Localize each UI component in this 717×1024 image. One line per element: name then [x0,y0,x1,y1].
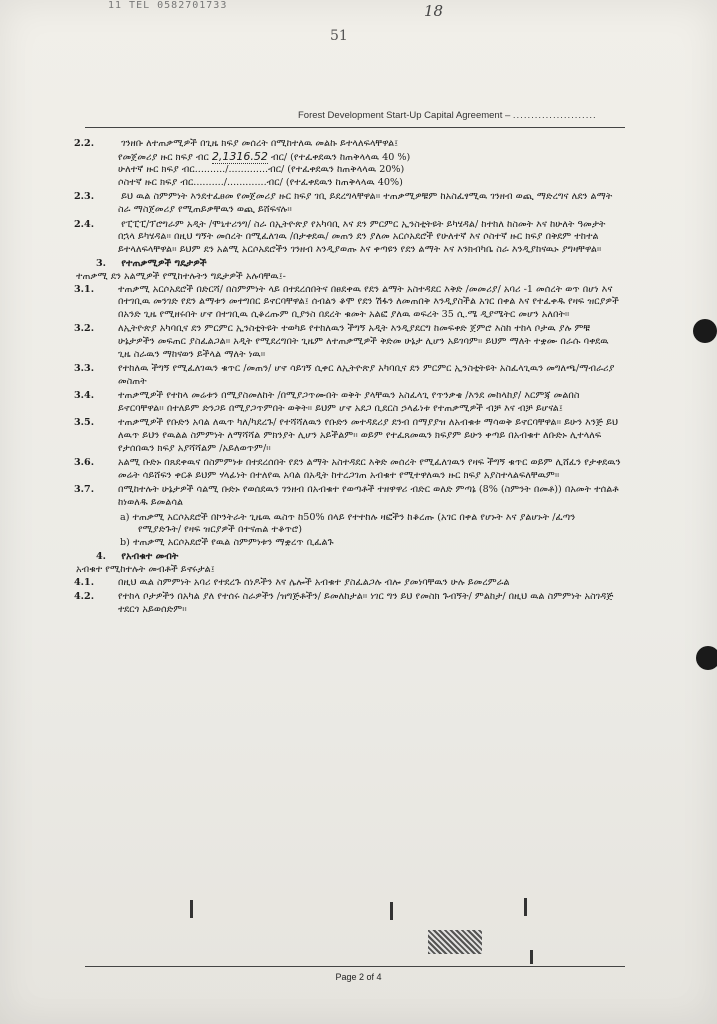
fax-header: 11 TEL 0582701733 [108,0,228,11]
clause-4-2 [74,591,621,616]
payment-line-1-rest: ብር/ (የተፈቀደዉን ከጠቅላላዉ 40 %) [270,151,411,163]
pen-mark [190,900,193,918]
punch-hole [696,646,717,670]
section-3-heading [96,258,621,271]
footer-divider [85,966,625,967]
section-3-intro: ተጠቃሚ ደን አልሚዎች የሚከተሉትን ግዴታዎች አሉባቸዉ፤- [76,270,286,282]
section-title: የተጠቃሚዎች ግዴታዎች [121,258,207,270]
clause-text: የተከለዉ ችግኝ የሚፈለገዉን ቁጥር /መጠን/ ሆኖ ሳይገኝ ሲቀር ለኢትዮጵያ አካባቢና ደን ምርምር ኢንስቲትዩት አስፈላጊዉን መግለጫ/ማብራሪያ መስጠት [118,363,615,387]
option-text: ተጠቃሚ አርሶአደሮች በኮንትራት ጊዜዉ ዉስጥ ከ50% በላይ የተተከሉ ዛፎችን ከቆረጡ (አገር በቀል የሆኑት እና ያልሆኑት /ፈጣን የሚያድጉት/ የዛፍ ዝርያዎች በተናጠል ተቆጥሮ) [132,511,576,536]
page-number-footer: Page 2 of 4 [335,972,382,982]
clause-text: በዚህ ዉል ስምምነት አባሪ የተደረጉ ሰነዶችን እና ሌሎች አብቁተ ያስፈልጋሉ ብሎ ያመነባቸዉን ሁሉ ይመረምራል [118,576,510,588]
document-body [76,138,621,618]
section-title: የአብቁተ መብት [121,551,179,563]
clause-3-5 [74,417,621,455]
clause-text: ገንዘቡ ለተጠቃሚዎች በጊዜ ክፍያ መሰረት በሚከተለዉ መልኩ ይተላለፍላቸዋል፤ [121,138,399,149]
clause-3-3 [74,363,621,388]
clause-text: በሚከተሉት ሁኔታዎች ሳልሚ ቡድኑ የወሰደዉን ገንዘብ በአብቁተ የወጣቶች ተዘዋዋሪ ብድር ወለድ ምጣኔ (8% (ስምንት በመቶ)) በአመት ተሰልቶ ከነወለዱ ይመልሳል [118,484,619,509]
clause-3-4 [74,390,621,415]
handwritten-mark: 51 [330,28,348,44]
clause-2-3 [74,191,621,216]
clause-3-7 [74,484,621,509]
option-label: a) [120,511,130,523]
payment-line-3: ሶስተኛ ዙር ክፍያ ብር........../.............ብር/ (የተፈቀደዉን ከጠቅላላዉ 40%) [118,176,403,188]
handwritten-page-number: 18 [424,2,444,20]
payment-line-2: ሁለተኛ ዙር ክፍያ ብር........../.............ብር/ (የተፈቀደዉን ከጠቅላላዉ 20%) [118,164,405,176]
clause-2-2 [74,138,621,189]
option-a [120,512,621,537]
clause-3-2 [74,323,621,361]
clause-number: 2.4. [74,218,95,230]
clause-number: 4.2. [74,591,95,603]
option-text: ተጠቃሚ አርሶአደሮች የዉል ስምምነቱን ማቋረጥ ቢፈልጉ [132,536,334,548]
section-4-heading [96,551,621,564]
clause-number: 2.3. [74,191,95,203]
document-title: Forest Development Start-Up Capital Agreement – [298,110,511,121]
clause-number: 3.4. [74,390,95,402]
option-label: b) [120,536,130,548]
document-title-dots: ....................... [512,110,597,121]
clause-number: 3.2. [74,323,95,335]
clause-3-1 [74,283,621,322]
clause-number: 4.1. [74,576,95,588]
section-number: 4. [96,551,107,563]
clause-number: 3.6. [74,457,95,469]
clause-number: 3.3. [74,363,95,375]
clause-text: ተጠቃሚዎች የተከላ መሬቱን በሚያስመለከት /በሚያጋጥሙበት ወቅት ያላቸዉን አስፈላጊ የጥንቃቄ /እንደ መከላከያ/ እርምጃ መልበስ ይኖርባቸዋል። በተለይም ድንጋይ በሚያጋጥምበት ወቅት። ይህም ሆኖ አደጋ ቢደርስ ኃላፊነቱ የተጠቃሚዎች ብቻ እና ብቻ ይሆናል፤ [118,390,580,414]
stamp-mark [428,930,482,954]
document-header [298,110,597,121]
clause-text: የፒፒፒ/ፕሮግራም አዲት /ሞኒተሪንግ/ ስራ በኢትዮጵያ የአካባቢ እና ደን ምርምር ኢንስቲትዩት ይካሄዳል/ ከተከለ ከስመት እና ከሁለት ዓመታት በኋላ ይካሄዳል። በዚህ ግኝት መሰረት በሚፈለገዉ /በታቀደዉ/ መጠን ደን ያለመ አርሶአደሮች የሁለተኛ እና ሶስተኛ ዙር ክፍያ በቅደም ተከተል ይተላለፍላቸዋል። ይህም ደን አልሚ አርሶአደሮችን ገንዘብ እንዲያወጡ እና ቀጣዩን የደን ልማት እና እንክብካቤ ስራ እንዲያከናዉኑ ያግዛቸዋል። [118,218,606,255]
pen-mark [390,902,393,920]
clause-3-6 [74,457,621,482]
clause-text: አልሚ ቡድኑ በጸደቀዉና በስምምነቱ በተደረሰበት የደን ልማት አስተዳደር እቅድ መሰረት የሚፈለገዉን የዛፍ ችግኝ ቁጥር ወይም ሊሸፈን የታቀደዉን መሬት ሳይሸፍን ቀርቶ ይህም ሃላፊነት በተለየዉ አባል በአዲት ከተረጋገጠ አብቁተ የሚተዋለዉን ዙር ክፍያ አያስተላልፍለቸዉም። [118,457,621,481]
clause-2-4 [74,218,621,257]
punch-hole [693,319,717,343]
clause-text: ይህ ዉል ስምምነት እንደተፈፀመ የመጀመሪያ ዙር ክፍያ ገቢ ይደረግላቸዋል። ተጠቃሚዎቹም ከአስፈፃሚዉ ገንዘብ ወጪ ማድረግና ለደን ልማት ስራ ማስጀመሪያ የሚጠይቃቸዉን ወጪ ይሸፍናሉ። [118,191,613,215]
clause-number: 2.2. [74,138,95,149]
clause-text: የተከላ ቦታዎችን በአካል ያለ የተሰሩ ስራዎችን /ዝግጅቶችን/ ይመለከታል። ነገር ግን ይህ የመስክ ጉብኝት/ ምልከታ/ በዚህ ዉል ስምምነት አስገዳጅ ተደርጎ አይወሰድም። [118,591,614,615]
clause-text: ለኢትዮጵያ አካባቢና ደን ምርምር ኢንስቲትዩት ተወካይ የተከለዉን ችግኝ አዲት እንዲያደርግ ከመፍቀድ ጀምሮ እስከ ተከላ ቦታዉ ያሉ ምቹ ሁኔታዎችን መፍጠር ያስፈልጋል። አዲት የሚደረግበት ጊዜም ለተጠቃሚዎች ቅድመ ሁኔታ ሊሆን አይገባም። ይህም ማለት ተቋሙ በራሱ ባቀደዉ ጊዜ ስራዉን ማከናወን ይችላል ማለት ነዉ። [118,323,609,360]
pen-mark [530,950,533,964]
clause-number: 3.7. [74,484,95,496]
option-b [120,537,621,550]
header-divider [85,127,625,128]
section-number: 3. [96,258,107,270]
payment-line-1-label: የመጀመሪያ ዙር ክፍያ ብር [118,151,209,163]
clause-number: 3.1. [74,283,95,295]
clause-text: ተጠቃሚ አርሶአደሮች በድርሻ/ በስምምነት ላይ በተደረሰበትና በፀደቀዉ የደን ልማት አስተዳደር እቅድ /መመሪያ/ አባሪ -1 መሰረት ወጥ በሆነ እና በተገቢዉ መንገድ የደን ልማቱን መተግበር ይኖርባቸዋል፤ ሰብልን ቆሞ የደን ሽፋን ለመጠበቅ እንዲያስችል አገር በቀል እና የተፈቀዱ የዛፍ ዝርያዎች በአንድ ጊዜ የሚዘሩበት ሆኖ በተገቢዉ ሲቆረጡም ቢያንስ በደረት ቁመት አልፎ ያለዉ ወፍረት 35 ሲ.ሜ ዲያሜትር መሆን አለበት። [118,283,619,320]
handwritten-amount: 2,1316.52 [211,149,268,163]
clause-4-1 [74,576,621,590]
clause-text: ተጠቃሚዎች የቡድን አባል ለዉጥ ካለ/ካደረጉ/ የተሻሻለዉን የቡድን መተዳደሪያ ደንብ በማያያዝ ለአብቁቱ ማሳወቅ ይኖርባቸዋል። ይሁን እንጅ ይህ ለዉጥ ይህን የዉልል ስምምነት ለማሻሻል ምክንያት ሊሆን አይችልም። ወይም የተፈጸመዉን ክፍያም ይሁን ቀጣይ በአብቁተ ለቡድኑ ሊተላለፍ የታሰበዉን ክፍያ አያሻሻልም /አይለወጥም/። [118,417,619,454]
section-4-intro: አብቁተ የሚከተሉት መብቶች ይኖሩታል፤ [76,564,215,575]
pen-mark [524,898,527,916]
clause-number: 3.5. [74,417,95,429]
